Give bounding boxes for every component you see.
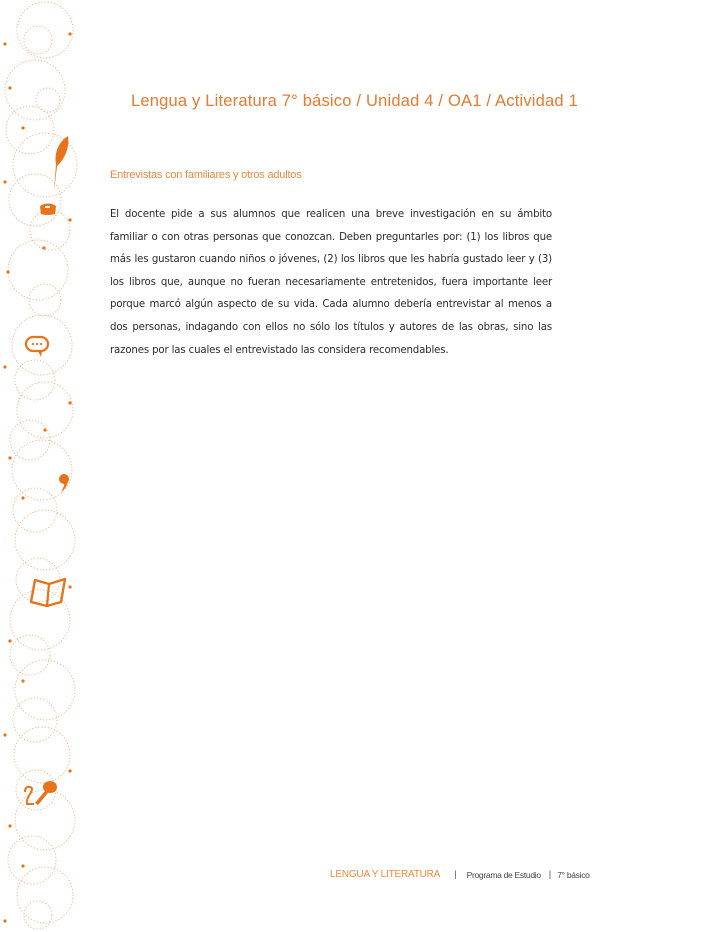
footer-grade: 7° básico bbox=[557, 869, 590, 880]
section-heading: Entrevistas con familiares y otros adultos bbox=[110, 169, 302, 181]
footer-program: Programa de Estudio bbox=[466, 869, 541, 880]
open-book-icon bbox=[29, 576, 69, 608]
quill-pen-icon bbox=[48, 134, 72, 194]
activity-description: El docente pide a sus alumnos que realicen una breve investigación en su ámbito familiar o con otras personas que conozcan. Deben preguntarles por: (1) los libros que más les gustaron cuando niños o jóvenes, (2) los libros que les habría gustado leer y (3) los libros que, aunque no fueran necesariamente entretenidos, fuera importante leer porque marcó algún aspecto de su vida. Cada alumno debería entrevistar al menos a dos personas, indagando con ellos no sólo los títulos y autores de las obras, sino las razones por las cuales el entrevistado las considera recomendables. bbox=[110, 209, 552, 356]
microphone-icon bbox=[22, 778, 60, 808]
comma-icon bbox=[58, 473, 70, 493]
speech-bubble-icon bbox=[24, 335, 50, 359]
footer-separator: | bbox=[548, 869, 552, 880]
footer-subject: LENGUA Y LITERATURA bbox=[330, 869, 441, 880]
inkwell-icon bbox=[38, 200, 58, 216]
footer-separator: | bbox=[454, 869, 457, 880]
page-footer bbox=[330, 869, 590, 880]
page-title: Lengua y Literatura 7° básico / Unidad 4 / OA1 / Actividad 1 bbox=[131, 92, 578, 110]
